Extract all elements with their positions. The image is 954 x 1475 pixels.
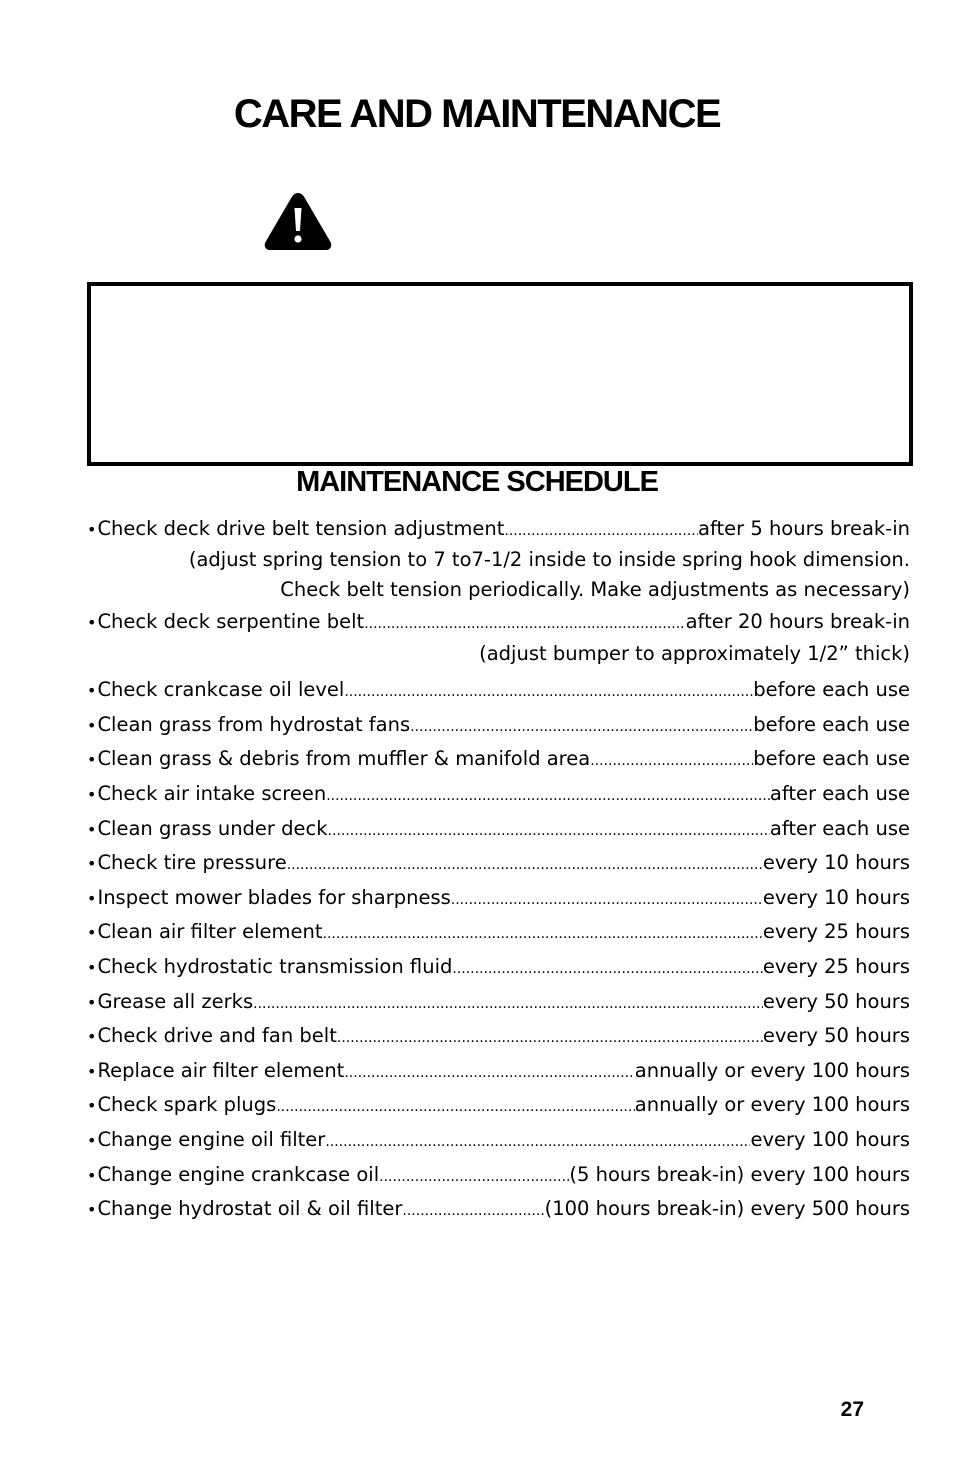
warning-triangle-icon [262, 190, 334, 252]
schedule-item [87, 708, 910, 743]
schedule-item [87, 1054, 910, 1089]
schedule-interval: before each use [753, 747, 910, 771]
bullet-icon: • [87, 819, 97, 839]
dot-leader [364, 605, 685, 642]
schedule-interval: before each use [753, 678, 910, 702]
schedule-item [87, 777, 910, 812]
bullet-icon: • [87, 923, 97, 943]
schedule-interval: annually or every 100 hours [634, 1093, 910, 1117]
dot-leader [253, 985, 763, 1022]
schedule-note: (adjust spring tension to 7 to7-1/2 inside to inside spring hook dimension. [188, 547, 910, 571]
bullet-icon: • [87, 715, 97, 735]
dot-leader [344, 1054, 634, 1091]
schedule-interval: after 5 hours break-in [698, 517, 910, 540]
schedule-task: Grease all zerks [97, 989, 254, 1013]
schedule-interval: every 100 hours [750, 1127, 910, 1151]
bullet-icon: • [87, 1027, 97, 1047]
schedule-item [87, 1088, 910, 1123]
schedule-interval: every 50 hours [762, 989, 910, 1013]
warning-box [87, 282, 913, 466]
dot-leader [287, 846, 763, 883]
bullet-icon: • [87, 1130, 97, 1150]
schedule-task: Clean grass & debris from muffler & manifold area [97, 747, 591, 771]
schedule-note: (adjust bumper to approximately 1/2” thick) [479, 642, 910, 666]
bullet-icon: • [87, 1165, 97, 1185]
schedule-task: Change engine oil filter [97, 1127, 326, 1151]
dot-leader [402, 1192, 544, 1229]
schedule-note: Check belt tension periodically. Make adjustments as necessary) [280, 577, 910, 601]
dot-leader [325, 1123, 750, 1160]
schedule-task: Check deck drive belt tension adjustment [97, 517, 505, 540]
dot-leader [276, 1088, 634, 1125]
schedule-interval: every 10 hours [762, 851, 910, 875]
bullet-icon: • [87, 681, 97, 701]
schedule-item [87, 881, 910, 916]
schedule-interval: before each use [753, 712, 910, 736]
schedule-item [87, 1019, 910, 1054]
schedule-item [87, 512, 910, 547]
bullet-icon: • [87, 957, 97, 977]
bullet-icon: • [87, 888, 97, 908]
schedule-item [87, 950, 910, 985]
schedule-task: Check deck serpentine belt [97, 609, 365, 633]
bullet-icon: • [87, 750, 97, 770]
bullet-icon: • [87, 612, 97, 632]
dot-leader [323, 915, 763, 952]
schedule-interval: after each use [769, 816, 910, 840]
dot-leader [452, 950, 762, 987]
schedule-interval: every 25 hours [762, 954, 910, 978]
schedule-task: Change hydrostat oil & oil filter [97, 1197, 403, 1221]
schedule-interval: every 50 hours [762, 1024, 910, 1048]
schedule-task: Check crankcase oil level [97, 678, 345, 702]
dot-leader [328, 812, 770, 849]
dot-leader [344, 673, 753, 710]
dot-leader [326, 777, 770, 814]
schedule-item [87, 915, 910, 950]
schedule-interval: (100 hours break-in) every 500 hours [544, 1197, 910, 1221]
schedule-task: Check air intake screen [97, 781, 327, 805]
dot-leader [504, 512, 698, 549]
dot-leader [379, 1158, 569, 1195]
schedule-interval: after 20 hours break-in [685, 609, 910, 633]
schedule-item [87, 1192, 910, 1227]
schedule-interval: every 10 hours [762, 885, 910, 909]
schedule-item [87, 1158, 910, 1193]
schedule-task: Inspect mower blades for sharpness [97, 885, 451, 909]
schedule-item [87, 673, 910, 708]
section-heading: MAINTENANCE SCHEDULE [296, 466, 658, 498]
dot-leader [451, 881, 763, 918]
schedule-task: Clean grass from hydrostat fans [97, 712, 411, 736]
schedule-task: Check tire pressure [97, 851, 287, 875]
maintenance-schedule-list [87, 512, 910, 1227]
schedule-task: Clean grass under deck [97, 816, 328, 840]
schedule-item [87, 985, 910, 1020]
schedule-task: Change engine crankcase oil [97, 1162, 380, 1186]
schedule-task: Replace air filter element [97, 1058, 345, 1082]
dot-leader [410, 708, 753, 745]
bullet-icon: • [87, 1200, 97, 1220]
bullet-icon: • [87, 1096, 97, 1116]
dot-leader [590, 742, 753, 779]
schedule-item [87, 605, 910, 640]
dot-leader [337, 1019, 763, 1056]
bullet-icon: • [87, 1061, 97, 1081]
schedule-interval: every 25 hours [762, 920, 910, 944]
schedule-task: Check hydrostatic transmission fluid [97, 954, 453, 978]
bullet-icon: • [87, 784, 97, 804]
schedule-task: Clean air filter element [97, 920, 323, 944]
schedule-interval: after each use [769, 781, 910, 805]
schedule-task: Check spark plugs [97, 1093, 277, 1117]
schedule-item [87, 846, 910, 881]
schedule-item [87, 1123, 910, 1158]
page-number: 27 [840, 1398, 864, 1421]
schedule-item [87, 742, 910, 777]
bullet-icon: • [87, 992, 97, 1012]
page-title: CARE AND MAINTENANCE [233, 92, 721, 136]
schedule-interval: (5 hours break-in) every 100 hours [569, 1162, 910, 1186]
schedule-interval: annually or every 100 hours [634, 1058, 910, 1082]
schedule-item [87, 812, 910, 847]
bullet-icon: • [87, 854, 97, 874]
schedule-task: Check drive and fan belt [97, 1024, 337, 1048]
bullet-icon: • [87, 520, 97, 539]
